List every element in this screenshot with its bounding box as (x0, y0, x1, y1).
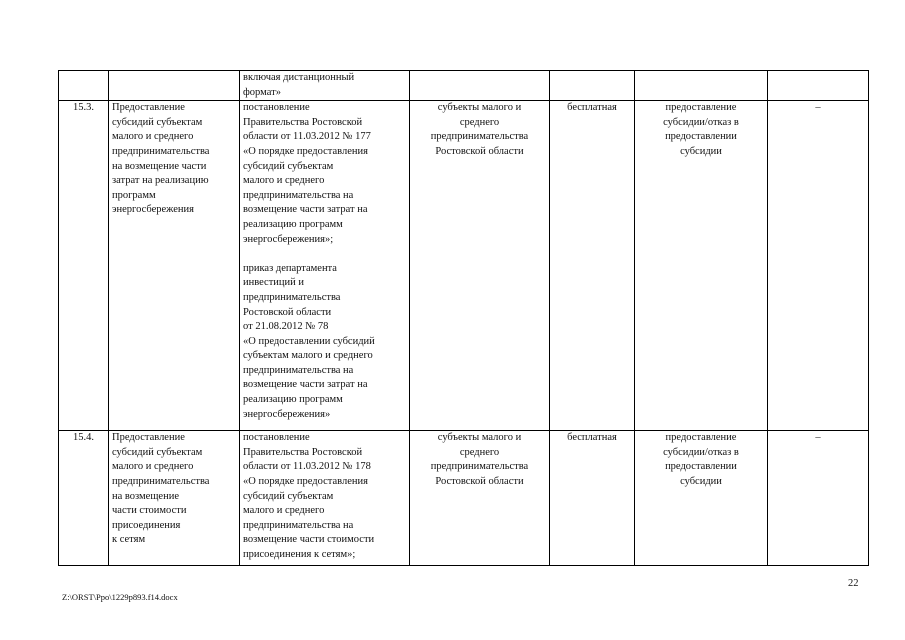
legal-basis: постановление Правительства Ростовской области от 11.03.2012 № 178 «О порядке предоставления субсидий субъектам малого и среднего предпринимательства на возмещение части стоимости присоединения к сетям»; (240, 431, 410, 566)
row-number: 15.3. (59, 101, 109, 431)
row-number (59, 71, 109, 101)
cost: бесплатная (550, 101, 635, 431)
table-row (59, 431, 869, 566)
recipients: субъекты малого и среднего предпринимательства Ростовской области (410, 431, 550, 566)
result: предоставление субсидии/отказ в предоставлении субсидии (635, 431, 768, 566)
cost (550, 71, 635, 101)
cost: бесплатная (550, 431, 635, 566)
extra: – (768, 101, 869, 431)
recipients: субъекты малого и среднего предпринимательства Ростовской области (410, 101, 550, 431)
service-name: Предоставление субсидий субъектам малого и среднего предпринимательства на возмещение части затрат на реализацию программ энергосбережения (109, 101, 240, 431)
file-path: Z:\ORST\Ppo\1229p893.f14.docx (62, 592, 178, 602)
legal-basis: постановление Правительства Ростовской области от 11.03.2012 № 177 «О порядке предоставления субсидий субъектам малого и среднего предпринимательства на возмещение части затрат на реализацию программ энергосбережения»; приказ департамента инвестиций и предпринимательства Ростовской области от 21.08.2012 № 78 «О предоставлении субсидий субъектам малого и среднего предпринимательства на возмещение части затрат на реализацию программ энергосбережения» (240, 101, 410, 431)
service-name (109, 71, 240, 101)
result (635, 71, 768, 101)
extra: – (768, 431, 869, 566)
row-number: 15.4. (59, 431, 109, 566)
recipients (410, 71, 550, 101)
legal-basis: включая дистанционный формат» (240, 71, 410, 101)
extra (768, 71, 869, 101)
services-table (58, 70, 869, 566)
table-row (59, 71, 869, 101)
table-row (59, 101, 869, 431)
page-number: 22 (848, 578, 859, 589)
result: предоставление субсидии/отказ в предоставлении субсидии (635, 101, 768, 431)
service-name: Предоставление субсидий субъектам малого и среднего предпринимательства на возмещение части стоимости присоединения к сетям (109, 431, 240, 566)
